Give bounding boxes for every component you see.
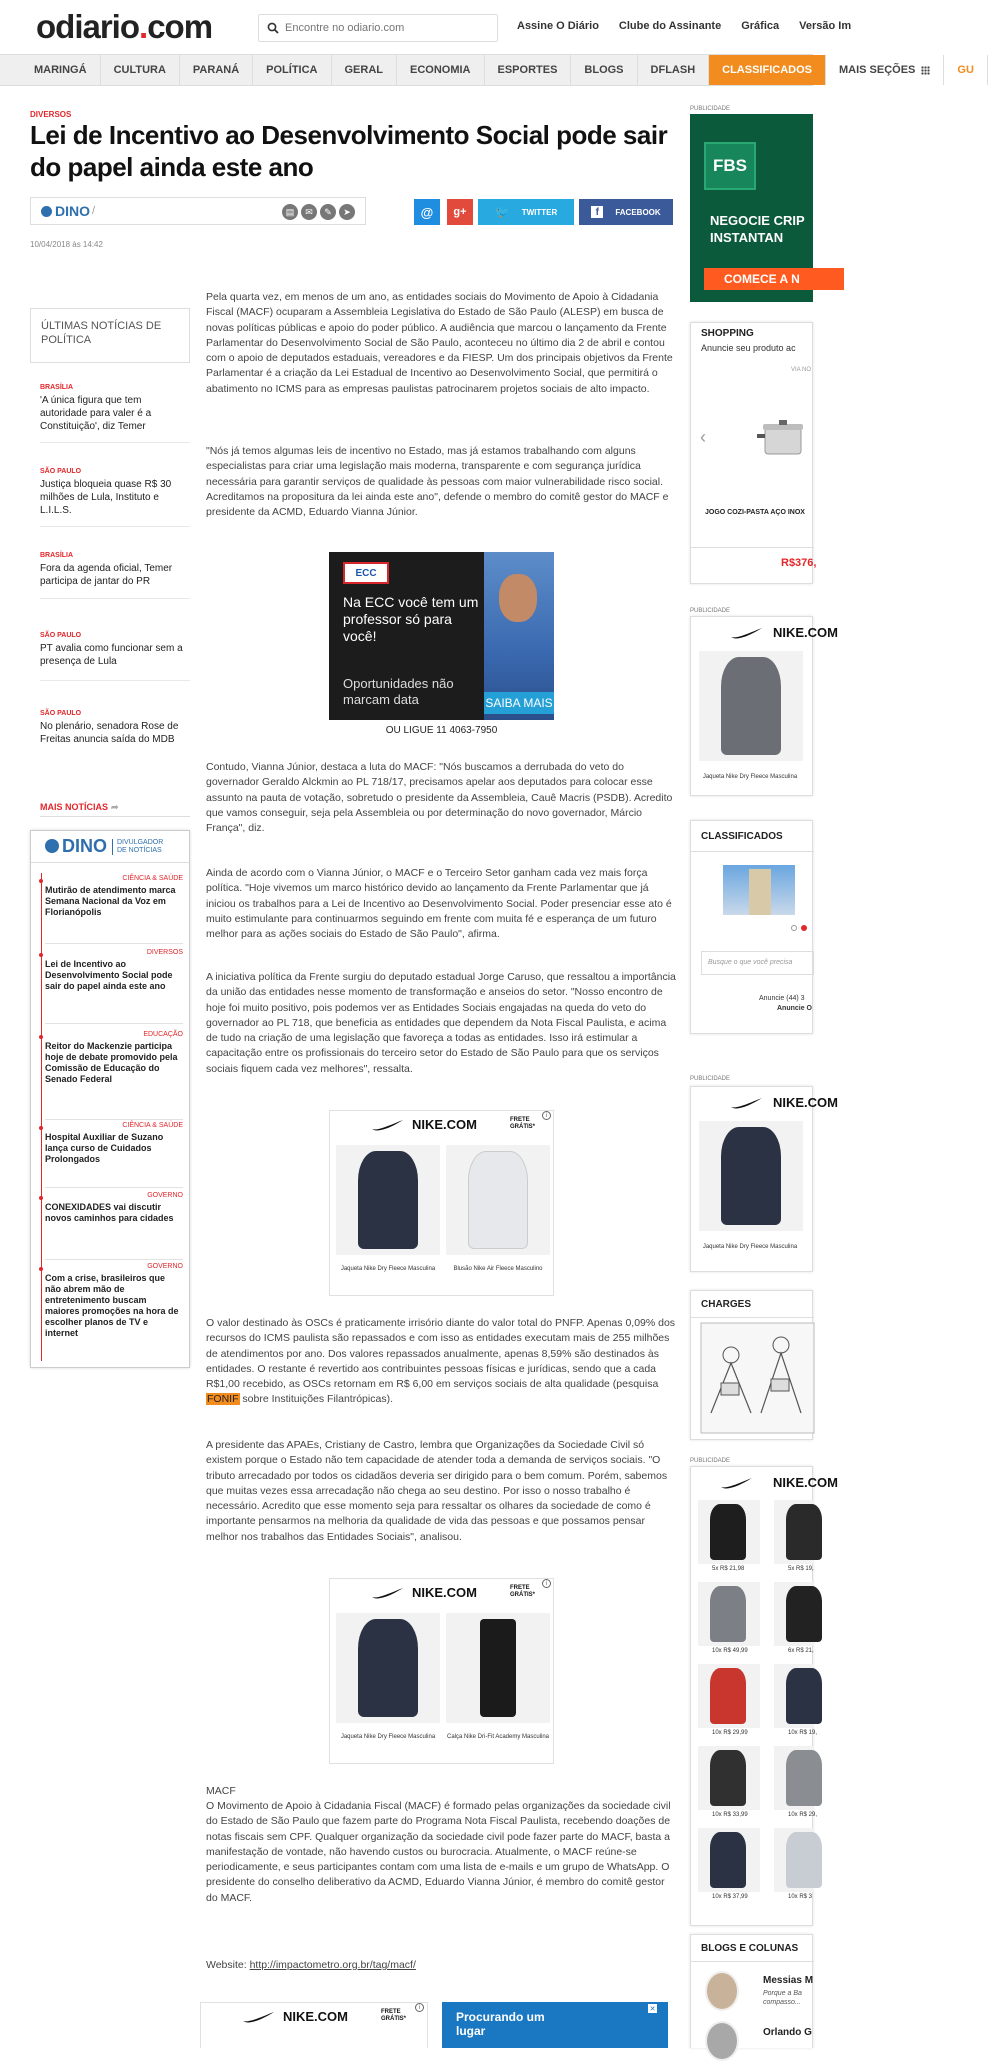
shopping-title: SHOPPING [701, 328, 754, 339]
hoodie-image [358, 1151, 418, 1249]
dino-panel-logo [45, 836, 107, 857]
dino-item-category: DIVERSOS [146, 949, 183, 956]
grid-product-price: 10x R$ 37,99 [712, 1894, 748, 1900]
article-paragraph: A iniciativa política da Frente surgiu do deputado estadual Jorge Caruso, que ressaltou a importância da união das entidades nesse momento de transformação e anseios do setor. "Nosso encontro de hoje foi muito positivo, pois podemos ver as Entidades Sociais engajadas na queda do veto do governador ao PL 718, que beneficia as entidades que dependem da Nota Fiscal Paulista, e acima de tudo na criação de uma legislação que favoreça a todas as entidades. Isso irá estimular a capacitação entre os profissionais do terceiro setor do Estado de São Paulo para que os serviços sociais fiquem cada vez melhores", ressalta. [206, 971, 676, 1075]
nike-brand: NIKE.COM [412, 1117, 477, 1132]
dino-item-title: Mutirão de atendimento marca Semana Nacional da Voz em Florianópolis [45, 885, 176, 917]
timeline-dot [39, 1126, 43, 1130]
dino-item-category: GOVERNO [147, 1192, 183, 1199]
top-link-grafica[interactable]: Gráfica [741, 20, 780, 32]
nav-guia[interactable]: GU [944, 55, 988, 85]
classificados-widget [690, 820, 813, 1034]
dino-item-title: Com a crise, brasileiros que não abrem mão de entretenimento buscam maiores promoções na hora de escolher planos de TV e internet [45, 1273, 179, 1338]
avatar[interactable] [705, 2021, 739, 2061]
dino-sub2: DE NOTÍCIAS [117, 846, 162, 854]
logo-text: odiario [36, 8, 140, 45]
at-icon: @ [420, 204, 434, 220]
latest-heading: ÚLTIMAS NOTÍCIAS DE POLÍTICA [30, 308, 190, 363]
share-arrow-icon: ➦ [111, 802, 119, 812]
shopping-product-name[interactable]: JOGO COZI-PASTA AÇO INOX [705, 509, 805, 516]
product-caption: Jaqueta Nike Dry Fleece Masculina [340, 1266, 436, 1272]
fbs-cta-button[interactable]: COMECE A N [704, 268, 844, 290]
latest-item[interactable] [40, 710, 190, 746]
divider [40, 598, 190, 599]
source-bar [30, 197, 366, 225]
paragraph-text: O valor destinado às OSCs é praticamente irrisório diante do valor total do PNFP. Apenas 0,09% dos recursos do ICMS paulista são repassados e com isso as entidades executam mais de 255 milhões de atendimentos por ano. Dos valores repassados anualmente, apenas 8,59% são destinados às entidades. O restante é revertido aos contribuintes pessoas físicas e jurídicas, sendo que a cada R$1,00 recebido, as OSCs retornam em R$ 6,00 em serviços sociais de alta qualidade (pesquisa [206, 1317, 676, 1391]
article-paragraph: Pela quarta vez, em menos de um ano, as entidades sociais do Movimento de Apoio à Cidadania Fiscal (MACF) ocuparam a Assembleia Legislativa do Estado de São Paulo (ALESP) em busca de novas políticas públicas e apoio do poder público. A audiência que marcou o lançamento da Frente Parlamentar do Desenvolvimento Social de São Paulo, aconteceu no último dia 2 de abril e contou com o apoio de deputados estaduais, vereadores e da FIESP. Um dos principais objetivos da Frente Parlamentar é a criação da Lei Estadual de Incentivo ao Desenvolvimento Social, que permitirá o abatimento no ICMS para as empresas paulistas patrocinarem projetos sociais de alto impacto. [206, 291, 673, 395]
nav-maringa[interactable]: MARINGÁ [0, 55, 101, 85]
grid-product-image[interactable] [698, 1500, 760, 1564]
edit-icon[interactable]: ✎ [320, 204, 336, 220]
nike-sidebar-ad[interactable] [690, 616, 838, 796]
publicidade-label: PUBLICIDADE [690, 1076, 731, 1082]
fbs-headline: NEGOCIE CRIP INSTANTAN [710, 213, 805, 245]
article-paragraph [206, 1316, 676, 1408]
ecc-face-image [499, 574, 537, 622]
publicidade-label: PUBLICIDADE [690, 608, 731, 614]
blue-ad-text: Procurando um lugar [456, 2010, 545, 2038]
twitter-icon: 🐦 [494, 205, 510, 219]
nike-sidebar-ad[interactable] [690, 1086, 838, 1272]
nike-brand: NIKE.COM [773, 1475, 838, 1490]
dino-item-title: Hospital Auxiliar de Suzano lança curso de Cuidados Prolongados [45, 1132, 164, 1164]
frete-gratis-label: FRETE GRÁTIS* [510, 1117, 536, 1130]
nike-swoosh-icon [370, 1587, 404, 1599]
dino-news-panel [30, 830, 190, 1368]
highlighted-word: FONIF [207, 1393, 239, 1406]
nike-swoosh-icon [729, 1097, 763, 1109]
grid-product-price: 6x R$ 21, [788, 1648, 814, 1654]
blogs-title: BLOGS E COLUNAS [701, 1943, 799, 1954]
nike-swoosh-icon [370, 1119, 404, 1131]
article-date: 10/04/2018 às 14:42 [30, 240, 103, 249]
divider [691, 851, 814, 852]
googleplus-icon: g+ [453, 206, 467, 218]
hoodie-image [721, 1127, 781, 1225]
search-box[interactable] [258, 14, 498, 42]
blog-author[interactable]: Messias M [763, 1975, 814, 1986]
dino-item[interactable] [45, 875, 183, 918]
paragraph-text: sobre Instituições Filantrópicas). [239, 1393, 393, 1406]
logo-dot: . [139, 8, 148, 45]
article-paragraph: A presidente das APAEs, Cristiany de Castro, lembra que Organizações da Sociedade Civil só existem porque o Estado não tem capacidade de atender toda a demanda de serviços sociais. "O tributo arrecadado por todos os cidadãos deveria ser dirigido para o bem comum. Porém, sabemos que muitas vezes essa arrecadação não chega ao seu destino. Por isso o nosso trabalho é necessário. Acredito que esse momento seja para ressaltar os olhares da sociedade de como é importante pensarmos na melhoria da qualidade de vida das pessoas e que possamos pensar melhor nos trabalhos das Entidades Sociais", analisou. [206, 1439, 668, 1543]
nav-dflash[interactable]: DFLASH [638, 55, 710, 85]
product-caption: Jaqueta Nike Dry Fleece Masculina [340, 1734, 436, 1740]
source-slash: / [92, 205, 96, 217]
classificados-search-placeholder: Busque o que você precisa [708, 959, 793, 966]
grid-product-image[interactable] [774, 1582, 814, 1646]
divider [40, 526, 190, 527]
garment-shape [710, 1586, 746, 1642]
shopping-product-price: R$376, [781, 557, 817, 569]
latest-item[interactable] [40, 384, 190, 433]
dino-logo-text: DINO [62, 836, 107, 856]
latest-item[interactable] [40, 552, 190, 588]
ecc-ad-banner[interactable] [329, 552, 554, 720]
nike-brand: NIKE.COM [412, 1585, 477, 1600]
info-icon[interactable]: i [542, 1111, 551, 1120]
dino-item-category: EDUCAÇÃO [143, 1031, 183, 1038]
timeline-line [41, 873, 42, 1361]
section-heading: MACF [206, 1785, 236, 1797]
nav-mais-label: MAIS SEÇÕES [838, 64, 916, 76]
blue-ad[interactable] [442, 2002, 668, 2048]
dino-panel-header [31, 831, 189, 863]
cartoon-image[interactable] [701, 1323, 814, 1433]
dino-item[interactable] [45, 1192, 183, 1224]
avatar[interactable] [705, 1971, 739, 2011]
garment-shape [786, 1750, 822, 1806]
divider [45, 1259, 183, 1260]
hoodie-image [358, 1619, 418, 1717]
search-icon [267, 22, 279, 34]
nike-ad[interactable] [200, 2002, 428, 2048]
dino-sub1: DIVULGADOR [117, 838, 164, 846]
website-label: Website: [206, 1959, 250, 1971]
twitter-label: TWITTER [521, 207, 558, 217]
dino-dot-icon [45, 839, 59, 853]
grid-product-price: 10x R$ 33,99 [712, 1812, 748, 1818]
mais-noticias-link[interactable] [40, 802, 119, 813]
product-caption: Jaqueta Nike Dry Fleece Masculina [702, 774, 798, 780]
site-logo[interactable] [36, 8, 212, 46]
facebook-label: FACEBOOK [615, 207, 661, 217]
divider [45, 1119, 183, 1120]
cookware-image[interactable] [757, 420, 813, 460]
tool-icons [282, 204, 355, 220]
share-twitter-button[interactable] [478, 199, 574, 225]
dino-dot-icon [41, 206, 52, 217]
carousel-dot[interactable] [791, 925, 797, 931]
blog-excerpt: Porque a Ba compasso... [763, 1990, 802, 2006]
shopping-via: VIA NO [791, 367, 812, 373]
latest-item-title: 'A única figura que tem autoridade para valer é a Constituição', diz Temer [40, 395, 152, 432]
nike-brand: NIKE.COM [773, 1095, 838, 1110]
latest-item[interactable] [40, 632, 190, 668]
dino-item[interactable] [45, 1263, 183, 1339]
grid-product-price: 10x R$ 19, [788, 1730, 818, 1736]
charges-widget [690, 1290, 813, 1440]
article-paragraph: Ainda de acordo com o Vianna Júnior, o MACF e o Terceiro Setor ganham cada vez mais força política. "Hoje vivemos um marco histórico devido ao lançamento da Frente Parlamentar que já iniciou os trabalhos para a Lei de Incentivo ao Desenvolvimento Social. Poder presenciar esse ato é muito estimulante para continuarmos seguindo em frente com muita fé e esperança de um futuro melhor para as ações sociais do Estado de São Paulo", afirma. [206, 867, 672, 941]
shopping-subtitle: Anuncie seu produto ac [701, 343, 796, 353]
ecc-tagline: Oportunidades não marcam data [343, 676, 454, 707]
blogs-widget [690, 1934, 813, 2048]
nav-mais-secoes[interactable] [826, 55, 944, 85]
classificados-title: CLASSIFICADOS [701, 831, 783, 842]
share-facebook-button[interactable] [579, 199, 673, 225]
close-icon[interactable]: ✕ [649, 2005, 656, 2013]
grid-product-image[interactable] [698, 1664, 760, 1728]
ecc-logo: ECC [343, 562, 389, 584]
dino-item-category: CIÊNCIA & SAÚDE [122, 1122, 183, 1129]
main-nav [0, 54, 974, 86]
top-link-clube[interactable]: Clube do Assinante [618, 20, 722, 32]
ecc-headline: Na ECC você tem um professor só para você! [343, 594, 479, 644]
dino-item[interactable] [45, 949, 183, 992]
grid-product-image[interactable] [774, 1500, 814, 1564]
grid-product-image[interactable] [698, 1746, 760, 1810]
website-link[interactable] [250, 1959, 416, 1971]
chevron-left-icon[interactable]: ‹ [700, 427, 706, 447]
divider [40, 680, 190, 681]
latest-item-category: SÃO PAULO [40, 710, 82, 717]
grid-product-price: 10x R$ 29, [788, 1812, 818, 1818]
print-icon[interactable]: ▤ [282, 204, 298, 220]
product-caption: Calça Nike Dri-Fit Academy Masculina [446, 1734, 550, 1740]
nav-cultura[interactable]: CULTURA [101, 55, 180, 85]
latest-item[interactable] [40, 468, 190, 517]
latest-news [30, 308, 190, 363]
search-input[interactable] [285, 22, 485, 34]
publicidade-label: PUBLICIDADE [690, 1458, 731, 1464]
fbs-ad-banner[interactable] [690, 114, 813, 302]
send-icon[interactable]: ➤ [339, 204, 355, 220]
website-url: http://impactometro.org.br/tag/macf/ [249, 1959, 416, 1971]
grid-product-price: 5x R$ 21,98 [712, 1566, 745, 1572]
timeline-dot [39, 1196, 43, 1200]
garment-shape [710, 1504, 746, 1560]
nav-esportes[interactable]: ESPORTES [485, 55, 572, 85]
top-link-versao[interactable]: Versão Im [799, 20, 852, 32]
latest-item-category: BRASÍLIA [40, 384, 74, 391]
grid-product-image[interactable] [774, 1746, 814, 1810]
nav-geral[interactable]: GERAL [332, 55, 398, 85]
grid-product-image[interactable] [698, 1828, 760, 1892]
garment-shape [786, 1668, 822, 1724]
hoodie-image [468, 1151, 528, 1249]
latest-item-category: SÃO PAULO [40, 468, 82, 475]
timeline-dot [39, 1035, 43, 1039]
mais-noticias-label: MAIS NOTÍCIAS [40, 802, 109, 812]
fbs-logo: FBS [704, 142, 756, 190]
nav-politica[interactable]: POLÍTICA [253, 55, 331, 85]
divider [691, 1961, 814, 1962]
nike-brand: NIKE.COM [283, 2009, 348, 2024]
nike-swoosh-icon [241, 2011, 275, 2023]
facebook-icon: f [591, 206, 603, 218]
dino-source-logo[interactable] [41, 203, 90, 219]
anuncie-phone: Anuncie (44) 3 [759, 995, 805, 1002]
dino-item-title: CONEXIDADES vai discutir novos caminhos para cidades [45, 1202, 174, 1223]
article-paragraph: O Movimento de Apoio à Cidadania Fiscal (MACF) é formado pelas organizações da sociedade civil do Estado de São Paulo que fazem parte do Programa Nota Fiscal Paulista, recebendo doações de notas fiscais sem CPF. Qualquer organização da sociedade civil pode fazer parte do MACF, basta a manifestação de vontade, não havendo custos ou burocracia. Atualmente, o MACF reúne-se periodicamente, e seus participantes contam com uma lista de e-mails e um grupo de WhatsApp. O presidente do conselho deliberativo da ACMD, Eduardo Vianna Júnior, é membro do comitê gestor do MACF. [206, 1800, 671, 1904]
article-paragraph: Contudo, Vianna Júnior, destaca a luta do MACF: "Nós buscamos a derrubada do veto do governador Geraldo Alckmin ao PL 718/17, precisamos apelar aos deputados para colocar esse assunto na pauta de votação, sobretudo o presidente da Assembleia, Cauê Macris (PSDB). Acredito que vamos conseguir, seja pela Assembleia ou por determinação do novo governador, Márcio França", diz. [206, 761, 673, 835]
dino-item[interactable] [45, 1122, 183, 1165]
garment-shape [786, 1832, 822, 1888]
article-category: DIVERSOS [30, 110, 72, 119]
latest-item-title: Fora da agenda oficial, Temer participa de jantar do PR [40, 563, 173, 587]
classificados-search-input[interactable] [701, 951, 814, 975]
garment-shape [710, 1750, 746, 1806]
garment-shape [710, 1668, 746, 1724]
hoodie-image [721, 657, 781, 755]
carousel-dot-active[interactable] [801, 925, 807, 931]
grid-product-image[interactable] [774, 1828, 814, 1892]
timeline-dot [39, 1267, 43, 1271]
dino-subtitle [112, 839, 163, 855]
divider [691, 1317, 814, 1318]
product-caption: Blusão Nike Air Fleece Masculino [453, 1266, 543, 1272]
dino-item-title: Reitor do Mackenzie participa hoje de debate promovido pela Comissão de Educação do Senado Federal [45, 1041, 178, 1084]
logo-tld: com [147, 8, 213, 45]
mail-icon[interactable]: ✉ [301, 204, 317, 220]
nike-ad[interactable] [329, 1110, 554, 1296]
dino-source-text: DINO [55, 203, 90, 219]
grid-product-price: 10x R$ 49,99 [712, 1648, 748, 1654]
anuncie-link[interactable]: Anuncie O [777, 1005, 813, 1012]
latest-list [30, 370, 190, 770]
timeline-dot [39, 953, 43, 957]
latest-item-category: SÃO PAULO [40, 632, 82, 639]
publicidade-label: PUBLICIDADE [690, 106, 731, 112]
top-header [0, 0, 852, 54]
divider [45, 1187, 183, 1188]
top-links [517, 20, 871, 32]
latest-item-title: No plenário, senadora Rose de Freitas anuncia saída do MDB [40, 721, 179, 745]
charges-title: CHARGES [701, 1299, 752, 1310]
article-title: Lei de Incentivo ao Desenvolvimento Social pode sair do papel ainda este ano [30, 120, 668, 182]
ecc-phone: OU LIGUE 11 4063-7950 [385, 725, 498, 736]
building-shape [749, 869, 771, 915]
garment-shape [786, 1586, 822, 1642]
dino-item-category: CIÊNCIA & SAÚDE [122, 875, 183, 882]
grid-product-price: 10x R$ 3 [788, 1894, 813, 1900]
top-link-assine[interactable]: Assine O Diário [517, 20, 599, 32]
grid-icon [921, 66, 930, 75]
grid-product-image[interactable] [698, 1582, 760, 1646]
ecc-saiba-mais-button[interactable]: SAIBA MAIS [484, 692, 554, 714]
website-line [206, 1958, 676, 1973]
dino-item-title: Lei de Incentivo ao Desenvolvimento Social pode sair do papel ainda este ano [45, 959, 173, 991]
divider [45, 943, 183, 944]
article-paragraph: "Nós já temos algumas leis de incentivo no Estado, mas já estamos trabalhando com alguns especialistas para criar uma legislação mais moderna, transparente e com segurança jurídica necessária para garantir serviços de qualidade às pessoas com maior vulnerabilidade risco social. Acreditamos na propositura da lei ainda este ano", defende o membro do comitê gestor do MACF e presidente da ACMD, Eduardo Vianna Júnior. [206, 445, 669, 519]
nav-blogs[interactable]: BLOGS [571, 55, 637, 85]
grid-product-image[interactable] [774, 1664, 814, 1728]
divider [45, 1023, 183, 1024]
pants-image [480, 1619, 516, 1717]
grid-product-price: 10x R$ 29,99 [712, 1730, 748, 1736]
latest-item-category: BRASÍLIA [40, 552, 74, 559]
nike-ad[interactable] [329, 1578, 554, 1764]
blog-author[interactable]: Orlando G [763, 2027, 812, 2038]
frete-gratis-label: FRETE GRÁTIS* [381, 2009, 407, 2022]
frete-gratis-label: FRETE GRÁTIS* [510, 1585, 536, 1598]
latest-item-title: Justiça bloqueia quase R$ 30 milhões de Lula, Instituto e L.I.L.S. [40, 479, 172, 516]
grid-product-price: 5x R$ 19, [788, 1566, 814, 1572]
nike-swoosh-icon [719, 1477, 753, 1489]
nike-swoosh-icon [729, 627, 763, 639]
divider [40, 816, 190, 817]
share-googleplus-button[interactable] [447, 199, 473, 225]
nav-classificados[interactable]: CLASSIFICADOS [709, 55, 826, 85]
info-icon[interactable]: i [542, 1579, 551, 1588]
nike-brand: NIKE.COM [773, 625, 838, 640]
info-icon[interactable]: i [415, 2003, 424, 2012]
share-email-button[interactable] [414, 199, 440, 225]
divider [40, 442, 190, 443]
latest-item-title: PT avalia como funcionar sem a presença de Lula [40, 643, 183, 667]
nav-parana[interactable]: PARANÁ [180, 55, 253, 85]
dino-item-category: GOVERNO [147, 1263, 183, 1270]
garment-shape [786, 1504, 822, 1560]
dino-item[interactable] [45, 1031, 183, 1085]
product-caption: Jaqueta Nike Dry Fleece Masculina [702, 1244, 798, 1250]
nav-economia[interactable]: ECONOMIA [397, 55, 485, 85]
divider [691, 547, 814, 548]
garment-shape [710, 1832, 746, 1888]
timeline-dot [39, 879, 43, 883]
